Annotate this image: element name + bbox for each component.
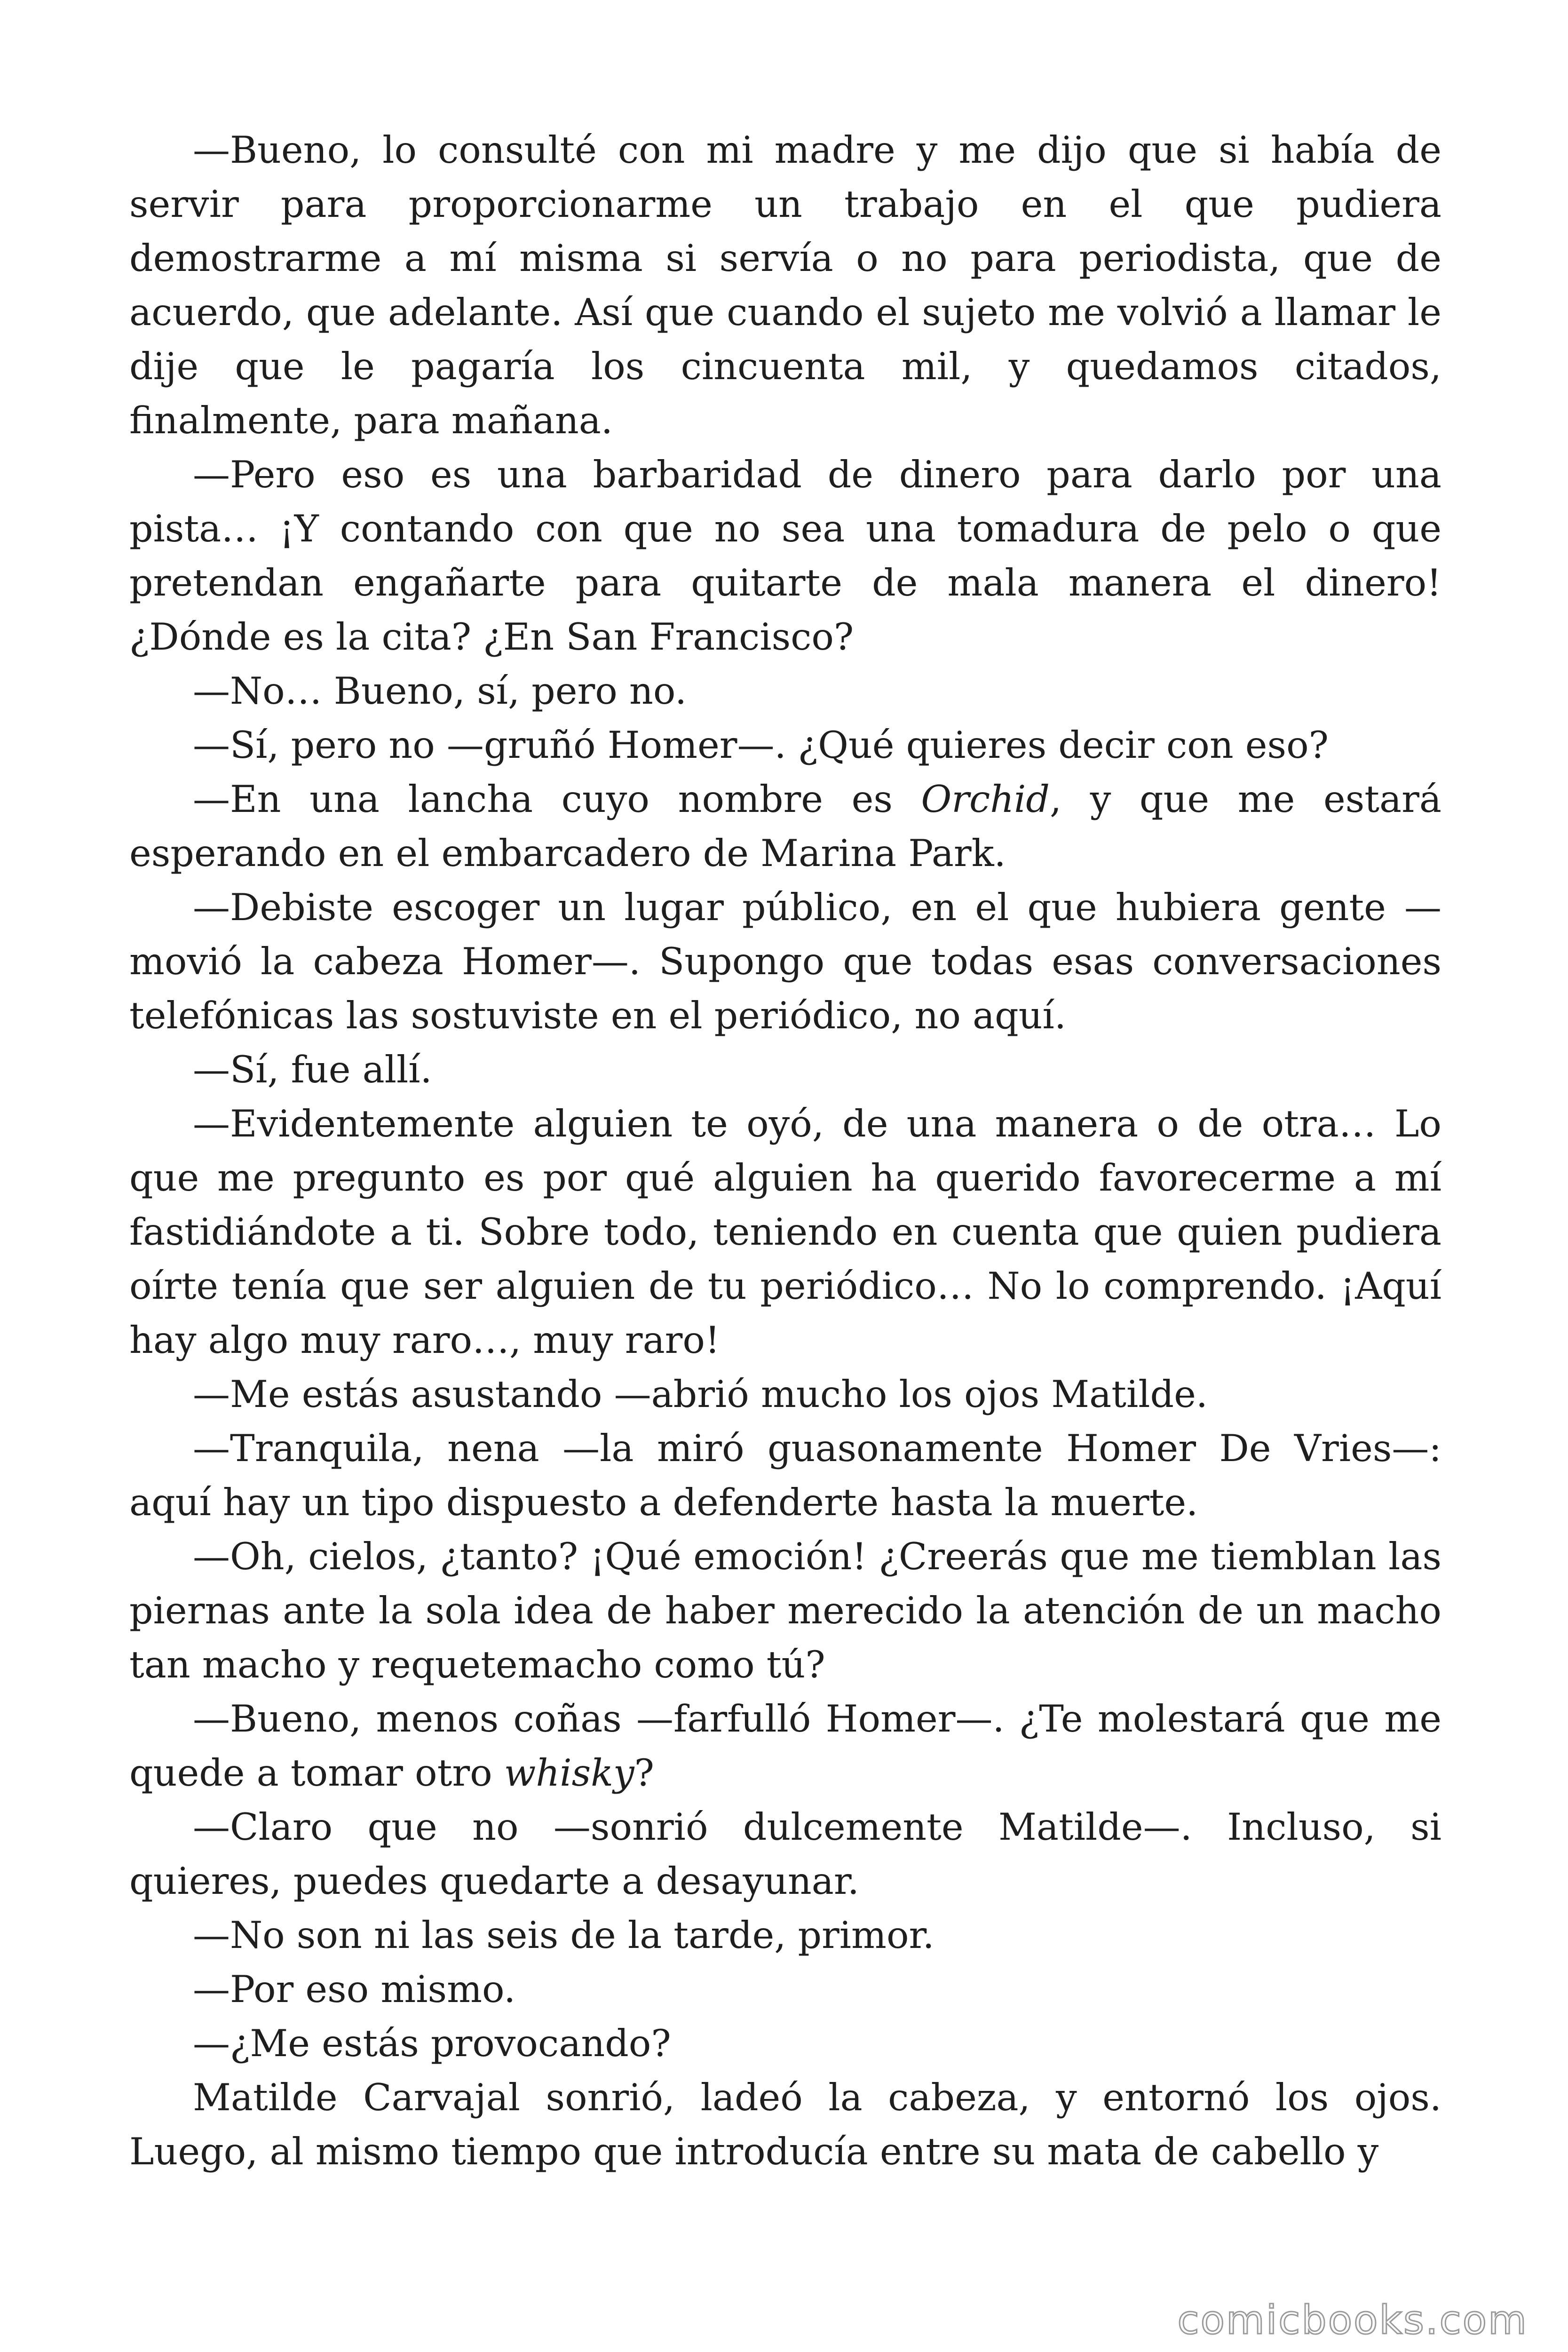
paragraph-text: —¿Me estás provocando? bbox=[193, 2022, 671, 2065]
paragraph bbox=[129, 664, 1441, 718]
watermark: comicbooks.com bbox=[1177, 2297, 1528, 2343]
italic-boat-name: Orchid bbox=[921, 778, 1050, 821]
paragraph-text: —Tranquila, nena —la miró guasonamente Homer De Vries—: aquí hay un tipo dispuesto a defenderte hasta la muerte. bbox=[129, 1427, 1441, 1524]
paragraph bbox=[129, 1422, 1441, 1530]
paragraph-text: —Bueno, menos coñas —farfulló Homer—. ¿Te molestará que me quede a tomar otro bbox=[129, 1697, 1441, 1795]
paragraph bbox=[129, 1097, 1441, 1367]
paragraph bbox=[129, 1692, 1441, 1800]
paragraph-text: —Claro que no —sonrió dulcemente Matilde—. Incluso, si quieres, puedes quedarte a desayunar. bbox=[129, 1805, 1441, 1903]
paragraph-text: —En una lancha cuyo nombre es bbox=[193, 778, 921, 821]
paragraph bbox=[129, 1963, 1441, 2017]
paragraph-text: —Bueno, lo consulté con mi madre y me dijo que si había de servir para proporcionarme un trabajo en el que pudiera demostrarme a mí misma si servía o no para periodista, que de acuerdo, que adelante. Así que cuando el sujeto me volvió a llamar le dije que le pagaría los cincuenta mil, y quedamos citados, finalmente, para mañana. bbox=[129, 128, 1441, 442]
paragraph-text: —Sí, pero no —gruñó Homer—. ¿Qué quieres decir con eso? bbox=[193, 723, 1329, 767]
paragraph bbox=[129, 1800, 1441, 1908]
paragraph-text: , y que me estará esperando en el embarcadero de Marina Park. bbox=[129, 778, 1441, 875]
paragraph-text: —Por eso mismo. bbox=[193, 1968, 516, 2011]
paragraph bbox=[129, 1530, 1441, 1692]
paragraph bbox=[129, 448, 1441, 664]
italic-word: whisky bbox=[504, 1751, 634, 1795]
paragraph bbox=[129, 718, 1441, 772]
book-page-text bbox=[129, 123, 1441, 2179]
paragraph-text: —No… Bueno, sí, pero no. bbox=[193, 669, 687, 713]
paragraph bbox=[129, 772, 1441, 881]
paragraph-text: —Debiste escoger un lugar público, en el que hubiera gente —movió la cabeza Homer—. Supongo que todas esas conversaciones telefónicas las sostuviste en el periódico, no aquí. bbox=[129, 886, 1441, 1037]
paragraph bbox=[129, 123, 1441, 448]
paragraph bbox=[129, 1367, 1441, 1422]
paragraph-text: —Oh, cielos, ¿tanto? ¡Qué emoción! ¿Creerás que me tiemblan las piernas ante la sola idea de haber merecido la atención de un macho tan macho y requetemacho como tú? bbox=[129, 1535, 1441, 1686]
paragraph-text: —Pero eso es una barbaridad de dinero para darlo por una pista… ¡Y contando con que no sea una tomadura de pelo o que pretendan engañarte para quitarte de mala manera el dinero! ¿Dónde es la cita? ¿En San Francisco? bbox=[129, 453, 1441, 659]
paragraph-text: Matilde Carvajal sonrió, ladeó la cabeza, y entornó los ojos. Luego, al mismo tiempo que introducía entre su mata de cabello y bbox=[129, 2076, 1441, 2173]
paragraph bbox=[129, 2017, 1441, 2071]
paragraph-text: —Me estás asustando —abrió mucho los ojos Matilde. bbox=[193, 1373, 1208, 1416]
paragraph-text: —No son ni las seis de la tarde, primor. bbox=[193, 1914, 934, 1957]
paragraph bbox=[129, 1908, 1441, 1963]
paragraph bbox=[129, 2071, 1441, 2179]
paragraph-text: —Evidentemente alguien te oyó, de una manera o de otra… Lo que me pregunto es por qué alguien ha querido favorecerme a mí fastidiándote a ti. Sobre todo, teniendo en cuenta que quien pudiera oírte tenía que ser alguien de tu periódico… No lo comprendo. ¡Aquí hay algo muy raro…, muy raro! bbox=[129, 1102, 1441, 1362]
paragraph-text: ? bbox=[634, 1751, 654, 1795]
paragraph bbox=[129, 881, 1441, 1043]
paragraph-text: —Sí, fue allí. bbox=[193, 1048, 432, 1091]
paragraph bbox=[129, 1043, 1441, 1097]
